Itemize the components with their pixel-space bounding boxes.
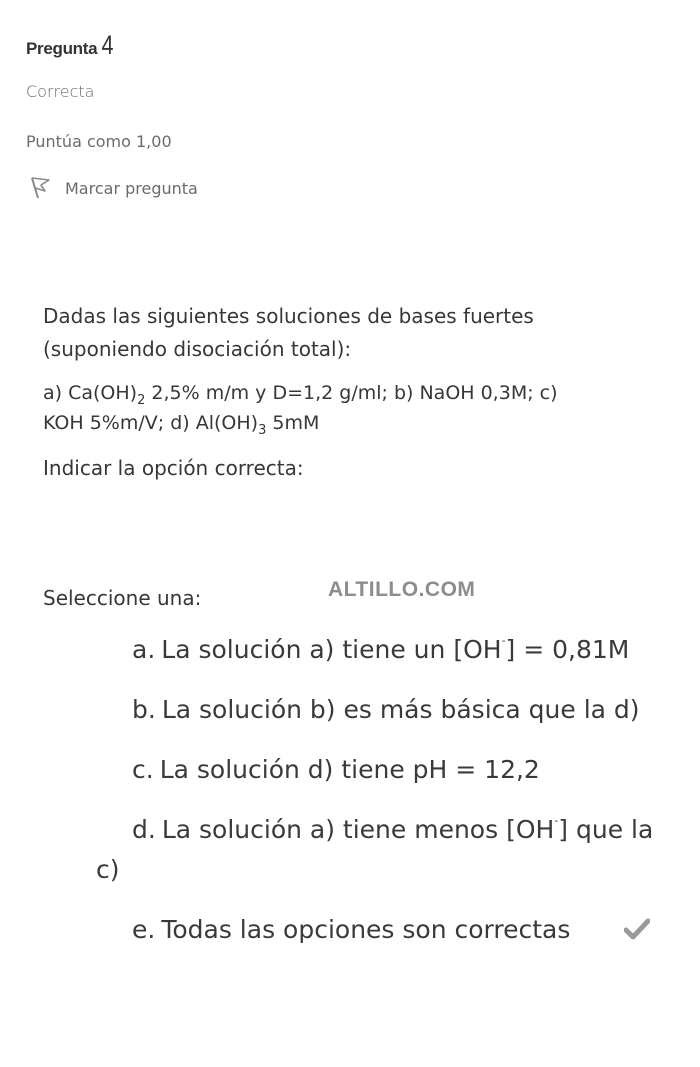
answer-text: La solución d) tiene pH = 12,2: [159, 755, 540, 784]
solutions-list: [43, 378, 663, 438]
question-state: Correcta: [26, 82, 95, 101]
question-intro-line-2: (suponiendo disociación total):: [43, 337, 352, 361]
flag-question-link[interactable]: [29, 176, 198, 200]
answer-letter: d.: [132, 815, 156, 844]
solution-a-rest: 2,5% m/m y D=1,2 g/ml; b) NaOH 0,3M; c): [145, 382, 558, 404]
question-instruction: Indicar la opción correcta:: [43, 456, 304, 480]
solution-d-subscript: 3: [258, 423, 267, 438]
answer-text: La solución b) es más básica que la d): [161, 695, 640, 724]
answer-text: La solución a) tiene menos [OH: [161, 815, 555, 844]
question-grade: Puntúa como 1,00: [26, 132, 172, 151]
question-intro: [43, 300, 663, 366]
answer-letter: c.: [132, 755, 154, 784]
answer-option-b[interactable]: [96, 690, 656, 730]
answer-option-e[interactable]: [96, 910, 656, 952]
check-icon: [588, 912, 650, 952]
answer-prompt: Seleccione una:: [43, 586, 202, 610]
answer-letter: e.: [132, 915, 156, 944]
answer-text-end: ] = 0,81M: [505, 635, 630, 664]
answer-text-end: ] que la c): [96, 815, 654, 884]
solution-a-prefix: a) Ca(OH): [43, 382, 138, 404]
flag-icon: [29, 176, 51, 200]
solution-d-rest: 5mM: [266, 412, 320, 434]
superscript-minus: -: [554, 814, 559, 827]
answer-option-d[interactable]: [96, 810, 656, 890]
watermark: ALTILLO.COM: [328, 578, 476, 601]
question-text: [43, 300, 663, 485]
answer-letter: b.: [132, 695, 156, 724]
superscript-minus: -: [501, 634, 506, 647]
flag-question-label: Marcar pregunta: [65, 178, 198, 198]
solution-c-d: KOH 5%m/V; d) Al(OH): [43, 412, 259, 434]
answer-letter: a.: [132, 635, 156, 664]
answer-option-a[interactable]: [96, 630, 656, 670]
solution-a-subscript: 2: [137, 393, 146, 408]
question-label: Pregunta: [26, 39, 98, 58]
question-number-value: 4: [101, 30, 114, 60]
answer-option-c[interactable]: [96, 750, 656, 790]
question-intro-line-1: Dadas las siguientes soluciones de bases fuertes: [43, 304, 534, 328]
answer-text: La solución a) tiene un [OH: [161, 635, 502, 664]
answer-options: [96, 630, 656, 972]
question-info: [26, 28, 326, 198]
question-number: [26, 28, 326, 62]
answer-text: Todas las opciones son correctas: [161, 915, 571, 944]
